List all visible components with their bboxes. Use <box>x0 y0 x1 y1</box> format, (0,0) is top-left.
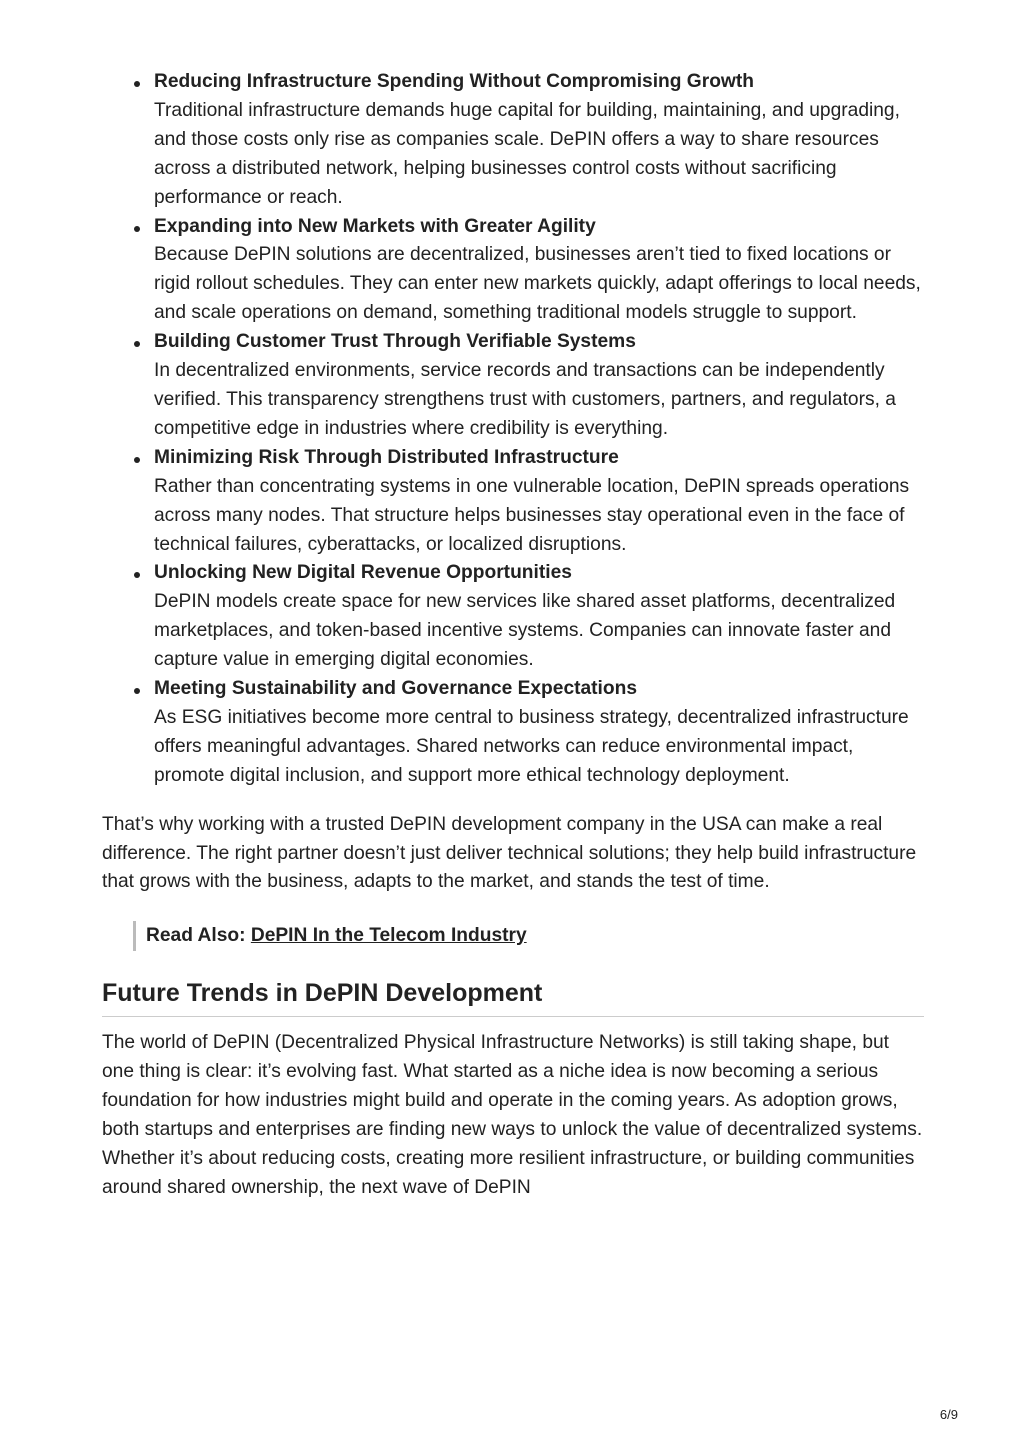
list-item <box>154 675 924 791</box>
list-item-description: In decentralized environments, service records and transactions can be independently verified. This transparency strengthens trust with customers, partners, and regulators, a competitive edge in industries where credibility is everything. <box>154 360 896 439</box>
read-also-callout <box>133 921 924 951</box>
list-item <box>154 213 924 329</box>
list-item-description: Traditional infrastructure demands huge capital for building, maintaining, and upgrading, and those costs only rise as companies scale. DePIN offers a way to share resources across a distributed network, helping businesses control costs without sacrificing performance or reach. <box>154 99 900 208</box>
list-item <box>154 328 924 444</box>
list-item-title: Reducing Infrastructure Spending Without Compromising Growth <box>154 71 754 92</box>
list-item-description: Rather than concentrating systems in one vulnerable location, DePIN spreads operations across many nodes. That structure helps businesses stay operational even in the face of technical failures, cyberattacks, or localized disruptions. <box>154 475 910 555</box>
read-also-link[interactable]: DePIN In the Telecom Industry <box>250 925 527 947</box>
read-also-label: Read Also: <box>146 925 246 947</box>
benefits-list <box>102 68 924 791</box>
list-item <box>154 68 924 213</box>
list-item-description: Because DePIN solutions are decentralized, businesses aren’t tied to fixed locations or rigid rollout schedules. They can enter new markets quickly, adapt offerings to local needs, and scale operations on demand, something traditional models struggle to support. <box>154 244 921 324</box>
section-paragraph: The world of DePIN (Decentralized Physical Infrastructure Networks) is still taking shape, but one thing is clear: it’s evolving fast. What started as a niche idea is now becoming a serious foundation for how industries might build and operate in the coming years. As adoption grows, both startups and enterprises are finding new ways to unlock the value of decentralized systems. Whether it’s about reducing costs, creating more resilient infrastructure, or building communities around shared ownership, the next wave of DePIN <box>102 1032 923 1198</box>
list-item-description: DePIN models create space for new services like shared asset platforms, decentralized marketplaces, and token-based incentive systems. Companies can innovate faster and capture value in emerging digital economies. <box>154 591 896 671</box>
list-item-title: Meeting Sustainability and Governance Expectations <box>154 678 638 700</box>
list-item-title: Building Customer Trust Through Verifiable Systems <box>154 331 636 353</box>
list-item-description: As ESG initiatives become more central to business strategy, decentralized infrastructure offers meaningful advantages. Shared networks can reduce environmental impact, promote digital inclusion, and support more ethical technology deployment. <box>154 706 909 786</box>
summary-paragraph: That’s why working with a trusted DePIN development company in the USA can make a real difference. The right partner doesn’t just deliver technical solutions; they help build infrastructure that grows with the business, adapts to the market, and stands the test of time. <box>102 813 917 893</box>
list-item-title: Minimizing Risk Through Distributed Infrastructure <box>154 446 619 468</box>
list-item-title: Expanding into New Markets with Greater Agility <box>154 215 596 237</box>
section-heading: Future Trends in DePIN Development <box>102 977 924 1017</box>
list-item-title: Unlocking New Digital Revenue Opportunities <box>154 562 572 584</box>
list-item <box>154 444 924 560</box>
list-item <box>154 559 924 675</box>
document-content <box>102 68 924 1203</box>
page-number: 6/9 <box>939 1407 958 1422</box>
